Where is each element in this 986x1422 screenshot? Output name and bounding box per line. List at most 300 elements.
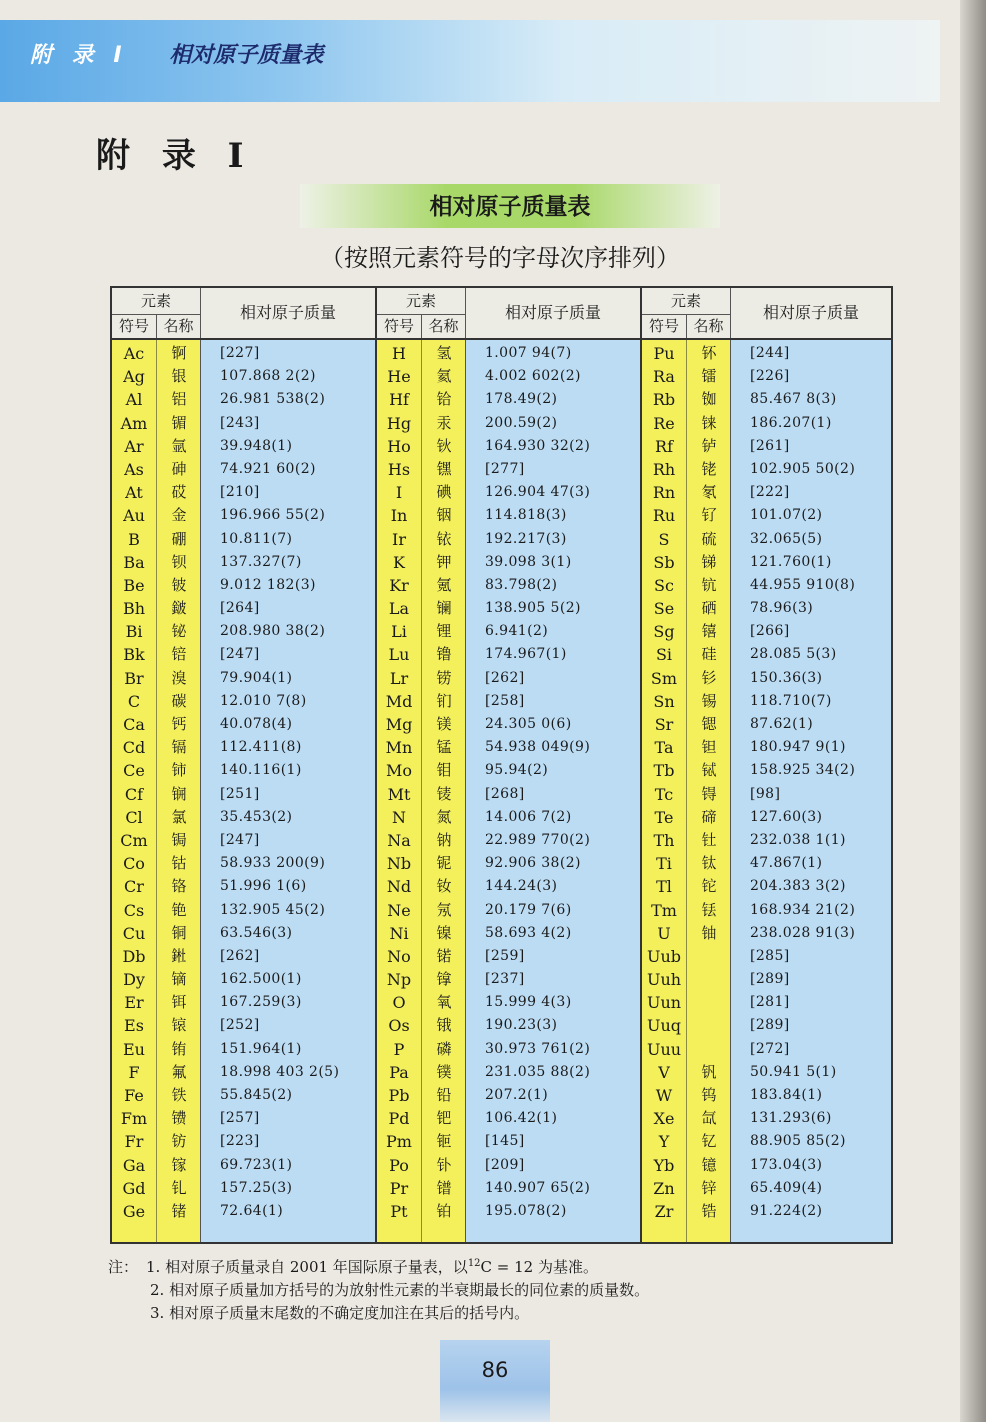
element-symbol: Br — [124, 668, 144, 688]
element-name: 镅 — [171, 413, 187, 432]
note-3: 3. 相对原子质量末尾数的不确定度加注在其后的括号内。 — [150, 1304, 530, 1322]
note-1-text: 1. 相对原子质量录自 2001 年国际原子量表，以 — [146, 1258, 468, 1276]
header-name: 名称 — [422, 315, 466, 338]
atomic-mass: 238.028 91(3) — [750, 924, 856, 941]
table-row — [112, 852, 375, 875]
table-row — [112, 643, 375, 666]
table-row — [642, 620, 891, 643]
element-name: 碘 — [436, 483, 452, 502]
element-name: 镍 — [436, 923, 452, 942]
element-name: 钍 — [701, 830, 717, 849]
table-row — [377, 875, 640, 898]
table-row — [112, 991, 375, 1014]
atomic-mass: 83.798(2) — [485, 576, 558, 593]
table-row — [642, 1061, 891, 1084]
table-row — [112, 342, 375, 365]
element-symbol: Lr — [389, 668, 409, 688]
element-symbol: Fe — [124, 1086, 144, 1105]
element-symbol: Pb — [388, 1086, 410, 1105]
table-row — [642, 690, 891, 713]
element-symbol: Sc — [654, 575, 674, 595]
element-name: 镁 — [436, 715, 452, 733]
element-name: 锗 — [171, 1201, 187, 1220]
element-name: 砷 — [171, 459, 187, 478]
element-symbol: Pr — [389, 1178, 409, 1198]
atomic-mass: 138.905 5(2) — [485, 600, 581, 617]
element-symbol: Ho — [387, 436, 411, 456]
table-row — [112, 528, 375, 551]
element-symbol: K — [393, 552, 405, 572]
element-symbol: La — [388, 599, 410, 619]
element-symbol: Ne — [387, 900, 411, 920]
element-symbol: Ar — [124, 436, 144, 456]
element-symbol: Hf — [389, 390, 409, 410]
element-name: 氩 — [171, 436, 187, 455]
element-name: 硅 — [701, 645, 717, 664]
element-name: 钋 — [436, 1155, 452, 1174]
atomic-mass: 72.64(1) — [220, 1202, 284, 1219]
element-symbol: Tb — [653, 761, 675, 781]
atomic-mass: [223] — [220, 1133, 260, 1150]
element-name: 钷 — [436, 1132, 452, 1151]
element-name: 钽 — [701, 738, 717, 757]
element-symbol: Os — [388, 1016, 410, 1036]
table-row — [642, 783, 891, 806]
element-symbol: Eu — [123, 1039, 145, 1059]
header-mass: 相对原子质量 — [504, 303, 601, 322]
element-symbol: Dy — [123, 970, 145, 990]
element-symbol: Bh — [122, 599, 146, 619]
atomic-mass: 231.035 88(2) — [485, 1063, 591, 1080]
table-row — [642, 991, 891, 1014]
table-row — [112, 551, 375, 574]
element-symbol: Mn — [385, 738, 413, 758]
atomic-mass: 102.905 50(2) — [750, 460, 856, 477]
page-heading: 附 录 I — [96, 136, 254, 176]
element-name: 锕 — [171, 344, 187, 362]
element-symbol: C — [127, 691, 141, 711]
element-symbol: Sm — [650, 668, 678, 688]
atomic-mass: 20.179 7(6) — [485, 901, 572, 918]
element-symbol: Fr — [124, 1132, 144, 1152]
element-symbol: As — [124, 459, 144, 479]
element-symbol: Y — [658, 1132, 670, 1152]
note-2: 2. 相对原子质量加方括号的为放射性元素的半衰期最长的同位素的质量数。 — [150, 1281, 650, 1299]
element-symbol: Ga — [122, 1155, 146, 1175]
table-row — [112, 1130, 375, 1153]
element-symbol: At — [125, 483, 143, 503]
element-symbol: Hs — [387, 459, 411, 479]
element-name: 锔 — [171, 830, 187, 849]
element-name: 𨧀 — [171, 946, 187, 965]
element-name: 铯 — [171, 900, 187, 919]
element-symbol: Cl — [125, 807, 143, 827]
element-symbol: Rn — [652, 483, 676, 503]
element-symbol: B — [128, 529, 140, 549]
element-name: 铍 — [171, 575, 187, 594]
element-name: 鿏 — [436, 784, 452, 803]
table-row — [112, 736, 375, 759]
element-name: 铟 — [436, 506, 452, 525]
element-name: 碲 — [701, 807, 717, 826]
atomic-mass: 22.989 770(2) — [485, 831, 591, 848]
element-name: 钇 — [701, 1132, 717, 1151]
table-row — [642, 945, 891, 968]
atomic-mass: 87.62(1) — [750, 716, 814, 732]
atomic-mass: 40.078(4) — [220, 716, 293, 732]
element-name: 钪 — [701, 575, 717, 594]
element-name: 钙 — [171, 715, 187, 733]
table-row — [377, 1200, 640, 1223]
element-symbol: Co — [123, 854, 145, 874]
table-row — [377, 806, 640, 829]
element-symbol: Hg — [386, 413, 412, 433]
table-row — [642, 899, 891, 922]
element-name: 钫 — [171, 1132, 187, 1151]
element-symbol: Ru — [652, 506, 676, 526]
running-header — [30, 38, 323, 69]
atomic-mass: [259] — [485, 947, 525, 964]
table-row — [112, 968, 375, 991]
element-name: 钔 — [436, 691, 452, 710]
table-row — [377, 713, 640, 736]
table-row — [642, 504, 891, 527]
atomic-mass: [244] — [750, 345, 790, 361]
table-row — [642, 643, 891, 666]
element-name: 铕 — [171, 1039, 187, 1058]
element-name: 氖 — [436, 900, 452, 919]
element-symbol: Ra — [653, 367, 675, 387]
element-name: 铀 — [701, 923, 717, 942]
atomic-mass: 192.217(3) — [485, 530, 567, 547]
element-symbol: N — [392, 807, 406, 827]
table-rows — [642, 342, 891, 1223]
table-row — [377, 736, 640, 759]
element-name: 铪 — [436, 390, 452, 409]
table-row — [642, 1200, 891, 1223]
element-symbol: Cf — [124, 784, 144, 804]
table-row — [112, 783, 375, 806]
element-symbol: H — [392, 344, 406, 363]
table-row — [377, 759, 640, 782]
element-symbol: Kr — [389, 575, 409, 595]
element-name: 氦 — [436, 367, 452, 386]
table-row — [112, 1200, 375, 1223]
table-group-1 — [112, 288, 377, 1242]
table-row — [377, 388, 640, 411]
atomic-mass: 85.467 8(3) — [750, 391, 837, 408]
element-symbol: Pm — [386, 1132, 412, 1152]
table-row — [642, 458, 891, 481]
element-symbol: Ir — [392, 529, 406, 549]
note-1 — [108, 1252, 649, 1279]
element-symbol: Rf — [655, 436, 673, 456]
atomic-mass: 140.907 65(2) — [485, 1179, 591, 1196]
element-name: 镎 — [436, 970, 452, 989]
atomic-mass: 58.693 4(2) — [485, 924, 572, 941]
page-edge-shadow — [960, 0, 986, 1422]
table-row — [112, 690, 375, 713]
element-name: 铁 — [171, 1086, 187, 1104]
table-row — [642, 667, 891, 690]
atomic-mass: 157.25(3) — [220, 1179, 293, 1196]
element-symbol: Nb — [386, 854, 412, 874]
atomic-mass: 168.934 21(2) — [750, 901, 856, 918]
element-symbol: Db — [122, 946, 146, 966]
element-name: 钕 — [436, 877, 452, 896]
atomic-mass: 35.453(2) — [220, 808, 293, 825]
atomic-mass: [247] — [220, 831, 260, 848]
atomic-mass: 55.845(2) — [220, 1087, 293, 1103]
element-symbol: Mg — [385, 715, 413, 734]
atomic-mass: 180.947 9(1) — [750, 739, 846, 756]
atomic-mass: 39.948(1) — [220, 437, 293, 454]
element-symbol: O — [392, 993, 406, 1013]
atomic-mass: 121.760(1) — [750, 553, 832, 570]
element-symbol: Cd — [122, 738, 146, 758]
table-row — [377, 829, 640, 852]
atomic-mass: [277] — [485, 460, 525, 477]
table-row — [642, 1107, 891, 1130]
element-symbol: Uuu — [646, 1039, 682, 1059]
table-row — [377, 620, 640, 643]
table-row — [377, 1061, 640, 1084]
atomic-mass: [262] — [220, 947, 260, 964]
atomic-mass: 63.546(3) — [220, 924, 293, 941]
table-row — [642, 852, 891, 875]
atomic-mass: [257] — [220, 1110, 260, 1127]
table-row — [377, 412, 640, 435]
element-name: 铥 — [701, 900, 717, 919]
element-symbol: F — [128, 1062, 140, 1082]
table-row — [377, 1084, 640, 1107]
header-mass: 相对原子质量 — [762, 303, 859, 322]
element-symbol: Cu — [122, 923, 146, 943]
table-row — [112, 759, 375, 782]
atomic-mass: 65.409(4) — [750, 1179, 823, 1196]
atomic-mass: [252] — [220, 1017, 260, 1034]
table-row — [112, 574, 375, 597]
table-row — [377, 690, 640, 713]
element-symbol: Cm — [120, 830, 148, 850]
table-row — [642, 759, 891, 782]
element-name: 钾 — [436, 552, 452, 571]
table-row — [642, 829, 891, 852]
atomic-mass: 50.941 5(1) — [750, 1063, 837, 1080]
element-symbol: Uun — [646, 993, 682, 1013]
table-row — [377, 991, 640, 1014]
atomic-mass: 118.710(7) — [750, 692, 832, 709]
element-symbol: V — [658, 1062, 670, 1082]
table-row — [377, 945, 640, 968]
element-name: 铷 — [701, 390, 717, 409]
element-name: 硒 — [701, 599, 717, 618]
element-name: 氢 — [436, 344, 452, 362]
header-name: 名称 — [157, 315, 201, 338]
table-row — [642, 388, 891, 411]
atomic-mass: 24.305 0(6) — [485, 716, 572, 732]
table-row — [377, 852, 640, 875]
element-name: 镄 — [171, 1109, 187, 1128]
atomic-mass: 174.967(1) — [485, 646, 567, 663]
element-symbol: Ce — [123, 761, 145, 781]
table-row — [642, 597, 891, 620]
element-name: 铽 — [701, 761, 717, 780]
atomic-mass: [145] — [485, 1133, 525, 1150]
element-name: 氧 — [436, 993, 452, 1012]
table-row — [112, 1014, 375, 1037]
atomic-mass: 78.96(3) — [750, 600, 814, 617]
header-element: 元素 — [377, 288, 466, 315]
element-symbol: Mt — [387, 784, 411, 804]
table-row — [112, 1154, 375, 1177]
element-symbol: Zr — [654, 1201, 674, 1221]
table-row — [112, 1107, 375, 1130]
element-name: 钼 — [436, 761, 452, 780]
element-symbol: Pa — [389, 1062, 409, 1082]
element-symbol: Tm — [651, 900, 677, 920]
element-name: 锫 — [171, 645, 187, 664]
element-name: 镥 — [436, 645, 452, 664]
table-row — [112, 1177, 375, 1200]
element-name: 锡 — [701, 691, 717, 710]
element-name: 钚 — [701, 344, 717, 362]
element-name: 钯 — [436, 1109, 452, 1128]
atomic-mass: 207.2(1) — [485, 1087, 549, 1103]
atomic-mass: 47.867(1) — [750, 855, 823, 872]
atomic-mass: 107.868 2(2) — [220, 368, 316, 385]
atomic-mass: 91.224(2) — [750, 1202, 823, 1219]
table-row — [642, 528, 891, 551]
header-title: 相对原子质量表 — [169, 43, 324, 68]
table-row — [642, 968, 891, 991]
element-name: 锌 — [701, 1178, 717, 1197]
atomic-mass: 178.49(2) — [485, 391, 558, 408]
atomic-mass: [210] — [220, 484, 260, 501]
table-row — [377, 783, 640, 806]
element-name: 铼 — [701, 413, 717, 432]
atomic-mass: 186.207(1) — [750, 414, 832, 431]
element-symbol: Lu — [388, 645, 410, 665]
element-symbol: Ge — [122, 1201, 146, 1221]
element-name: 钡 — [171, 552, 187, 571]
element-name: 氪 — [436, 575, 452, 594]
atomic-mass: [247] — [220, 646, 260, 663]
table-row — [112, 713, 375, 736]
table-row — [377, 667, 640, 690]
atomic-mass: 74.921 60(2) — [220, 460, 316, 477]
table-group-2 — [377, 288, 642, 1242]
atomic-mass: 232.038 1(1) — [750, 831, 846, 848]
table-row — [112, 458, 375, 481]
atomic-mass: 28.085 5(3) — [750, 646, 837, 663]
element-symbol: Pt — [390, 1201, 408, 1221]
element-symbol: Au — [123, 506, 145, 526]
table-row — [112, 945, 375, 968]
table-row — [642, 713, 891, 736]
atomic-mass: 39.098 3(1) — [485, 553, 572, 570]
element-name: 铹 — [436, 668, 452, 687]
table-row — [377, 597, 640, 620]
atomic-mass: 151.964(1) — [220, 1040, 302, 1057]
atomic-mass: 51.996 1(6) — [220, 878, 307, 895]
atomic-mass: 162.500(1) — [220, 971, 302, 988]
table-row — [377, 1107, 640, 1130]
table-row — [377, 1014, 640, 1037]
element-symbol: I — [395, 483, 403, 503]
element-name: 钐 — [701, 668, 717, 687]
element-symbol: Gd — [122, 1178, 146, 1198]
element-symbol: Sr — [654, 715, 674, 734]
note-1-superscript: 12 — [467, 1258, 481, 1269]
atomic-mass: [98] — [750, 785, 781, 802]
table-row — [377, 365, 640, 388]
element-name: 铊 — [701, 877, 717, 896]
table-header — [112, 288, 375, 340]
element-name: 𬬻 — [701, 436, 717, 455]
header-mass: 相对原子质量 — [239, 303, 336, 322]
table-row — [112, 435, 375, 458]
table-row — [112, 806, 375, 829]
atomic-mass: [261] — [750, 437, 790, 454]
table-group-3 — [642, 288, 891, 1242]
atomic-mass: 1.007 94(7) — [485, 345, 572, 361]
atomic-mass: 131.293(6) — [750, 1110, 832, 1127]
element-name: 铜 — [171, 923, 187, 942]
element-name: 镱 — [701, 1155, 717, 1174]
element-name: 𬭶 — [436, 459, 452, 478]
atomic-mass: [285] — [750, 947, 790, 964]
element-symbol: Uuh — [646, 970, 682, 990]
atomic-mass: 92.906 38(2) — [485, 855, 581, 872]
atomic-mass: [227] — [220, 345, 260, 361]
table-row — [377, 551, 640, 574]
table-row — [642, 736, 891, 759]
element-name: 氟 — [171, 1062, 187, 1081]
atomic-mass: 12.010 7(8) — [220, 692, 307, 709]
atomic-mass: [251] — [220, 785, 260, 802]
element-symbol: S — [658, 529, 670, 549]
table-title: 相对原子质量表 — [429, 194, 591, 220]
atomic-mass: 183.84(1) — [750, 1087, 823, 1103]
element-name: 硫 — [701, 529, 717, 548]
element-symbol: Ti — [656, 854, 672, 874]
table-row — [642, 1014, 891, 1037]
table-row — [112, 597, 375, 620]
atomic-mass: [289] — [750, 971, 790, 988]
table-row — [112, 504, 375, 527]
element-name: 镉 — [171, 738, 187, 757]
table-row — [642, 1038, 891, 1061]
element-symbol: Ba — [123, 552, 145, 572]
element-name: 汞 — [436, 413, 452, 432]
atomic-mass: [209] — [485, 1156, 525, 1173]
header-name: 名称 — [687, 315, 731, 338]
atomic-mass: [266] — [750, 623, 790, 640]
element-symbol: He — [387, 367, 411, 387]
table-rows — [112, 342, 375, 1223]
element-symbol: Rh — [652, 459, 676, 479]
element-symbol: Cs — [123, 900, 145, 920]
element-name: 钛 — [701, 854, 717, 873]
table-header — [642, 288, 891, 340]
element-symbol: In — [390, 506, 408, 526]
atomic-mass: [281] — [750, 994, 790, 1011]
atomic-mass: 95.94(2) — [485, 762, 549, 779]
table-row — [377, 1154, 640, 1177]
page-number: 86 — [481, 1358, 509, 1382]
table-row — [112, 1061, 375, 1084]
